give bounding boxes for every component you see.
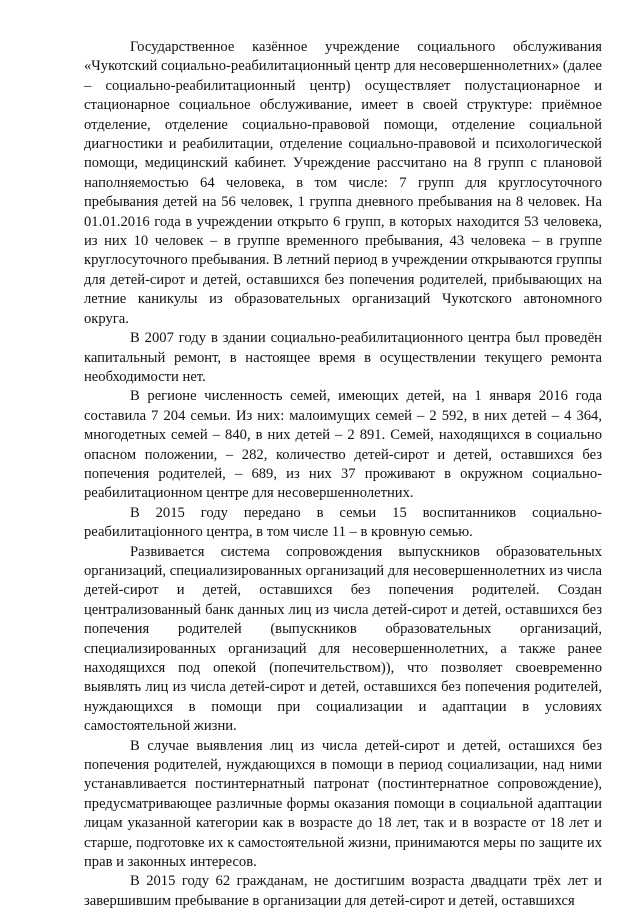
paragraph-graduate-support: Развивается система сопровождения выпускников образовательных организаций, специализированных организаций для несовершеннолетних из числа детей-сирот и детей, оставшихся без попечения родителей. Создан централизованный банк данных лиц из числа детей-сирот и детей, оставшихся без попечения родителей (выпускников образовательных организаций, специализированных организаций для несовершеннолетних, а также ранее находящихся под опекой (попечительством)), что позволяет своевременно выявлять лиц из числа детей-сирот и детей, оставшихся без попечения родителей, нуждающихся в помощи при социализации и адаптации в условиях самостоятельной жизни. xyxy=(84,543,602,735)
paragraph-post-care-patronage: В случае выявления лиц из числа детей-сирот и детей, осташихся без попечения родителей, нуждающихся в помощи в период социализации, над ними устанавливается постинтернатный патронат (постинтернатное сопровождение), предусматривающее различные формы оказания помощи в социальной адаптации лицам указанной категории как в возрасте до 18 лет, так и в возрасте от 18 лет и старше, подготовке их к самостоятельной жизни, принимаются меры по защите их прав и законных интересов. xyxy=(84,737,602,871)
paragraph-citizens-2015: В 2015 году 62 гражданам, не достигшим возраста двадцати трёх лет и завершившим пребывание в организации для детей-сирот и детей, оставшихся xyxy=(84,873,602,909)
paragraph-renovation: В 2007 году в здании социально-реабилитационного центра был проведён капитальный ремонт, в настоящее время в осуществлении текущего ремонта необходимости нет. xyxy=(84,330,602,385)
document-page xyxy=(84,38,602,911)
paragraph-placements-2015: В 2015 году передано в семьи 15 воспитанников социально-реабилитаціонного центра, в том числе 11 – в кровную семью. xyxy=(84,504,602,541)
paragraph-institution-overview: Государственное казённое учреждение социального обслуживания «Чукотский социально-реабилитационный центр для несовершеннолетних» (далее – социально-реабилитационный центр) осуществляет полустационарное и стационарное социальное обслуживание, имеет в своей структуре: приёмное отделение, отделение социально-правовой помощи, отделение социальной диагностики и реабилитации, отделение социально-правовой и психологической помощи, медицинский кабинет. Учреждение рассчитано на 8 групп с плановой наполняемостью 64 человека, в том числе: 7 групп для круглосуточного пребывания детей на 56 человек, 1 группа дневного пребывания на 8 человек. На 01.01.2016 года в учреждении открыто 6 групп, в которых находится 53 человека, из них 10 человек – в группе временного пребывания, 43 человека – в группе круглосуточного пребывания. В летний период в учреждении открываются группы для детей-сирот и детей, оставшихся без попечения родителей, прибывающих на летние каникулы из образовательных организаций Чукотского автономного округа. xyxy=(84,39,602,327)
paragraph-family-statistics: В регионе численность семей, имеющих детей, на 1 января 2016 года составила 7 204 семьи. Из них: малоимущих семей – 2 592, в них детей – 4 364, многодетных семей – 840, в них детей – 2 891. Семей, находящихся в социально опасном положении, – 282, количество детей-сирот и детей, оставшихся без попечения родителей, – 689, из них 37 проживают в окружном социально-реабилитационном центре для несовершеннолетних. xyxy=(84,388,602,502)
